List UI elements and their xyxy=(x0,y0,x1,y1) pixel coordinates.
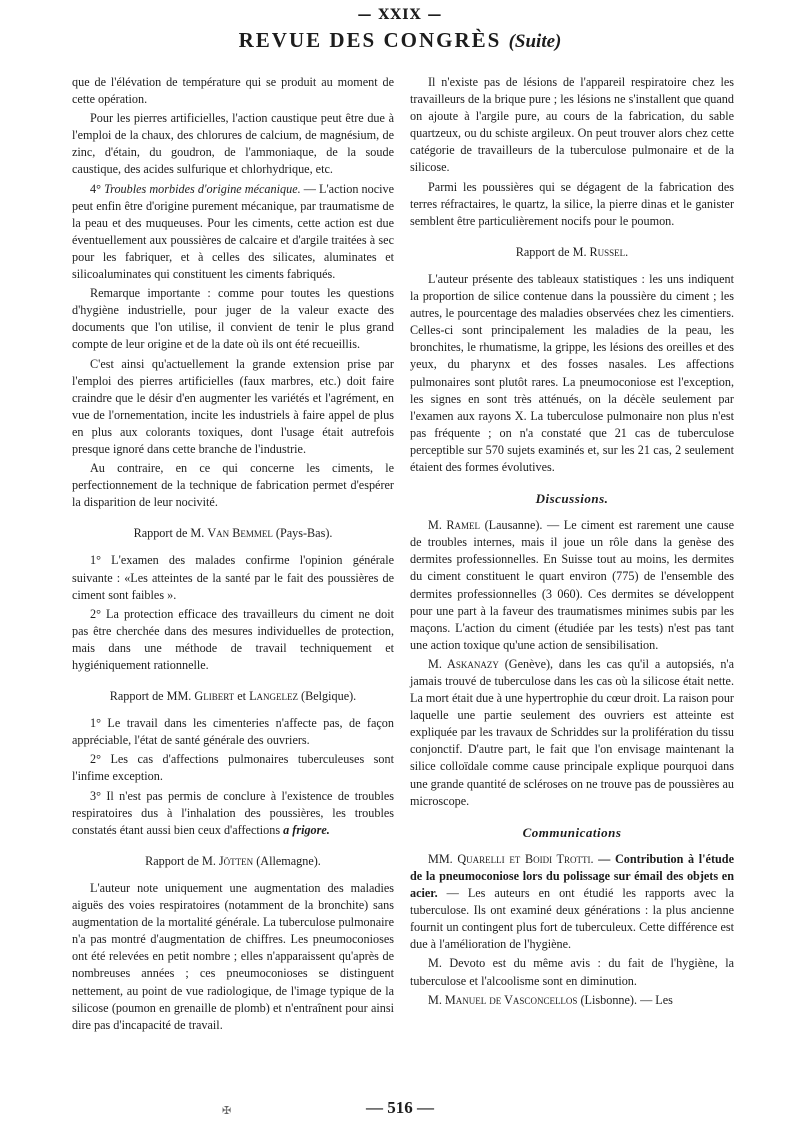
report-author: Russel. xyxy=(589,244,629,259)
paragraph: 2° La protection efficace des travailleurs du ciment ne doit pas être cherchée dans des mesures individuelles de protection, mais dans une méthode de travail techniquement et hygiéniquement rationnelle. xyxy=(72,606,394,672)
paragraph: L'auteur présente des tableaux statistiques : les uns indiquent la proportion de silice contenue dans la poussière du ciment ; les autres, le pourcentage des maladies observées chez les cimentiers. Celles-ci sont principalement les maladies de la peau, les bronchites, le rhumatisme, la grippe, les lésions des oreilles et des yeux, du pharynx et des fosses nasales. Les affections pulmonaires sont plutôt rares. La pneumoconiose est l'exception, les signes en sont très atténués, on la décèle seulement par l'examen aux rayons X. La tuberculose pulmonaire non plus n'est pas fréquente ; on n'a constaté que 21 cas de tuberculose perceptible sur 570 sujets examinés et, sur les 21 cas, 2 seulement étaient des formes évolutives. xyxy=(410,271,734,474)
paragraph xyxy=(410,656,734,810)
paragraph: 1° L'examen des malades confirme l'opinion générale suivante : «Les atteintes de la santé par le fait des poussières de ciment sont faibles ». xyxy=(72,553,394,602)
speaker-text: (Lisbonne). — Les xyxy=(580,992,673,1007)
paragraph: M. Devoto est du même avis : du fait de l'hygiène, la tuberculose et l'alcoolisme sont en diminution. xyxy=(410,956,734,988)
section-roman-number: — XXIX — xyxy=(357,7,443,23)
report-author: Van Bemmel xyxy=(207,526,273,541)
paragraph-emphasis: a frigore. xyxy=(283,822,330,837)
paragraph: Parmi les poussières qui se dégagent de la fabrication des terres réfractaires, le quartz, la silice, la pierre dinas et le ganister semblent être particulièrement nocifs pour le poumon. xyxy=(410,179,734,228)
speaker-name: M. Manuel de Vasconcellos xyxy=(428,992,578,1007)
discussions-heading: Discussions. xyxy=(535,491,609,507)
report-conjunction: et xyxy=(237,689,247,704)
report-heading xyxy=(410,244,734,261)
paragraph xyxy=(410,851,734,954)
item-number: 4° xyxy=(90,181,101,196)
paragraph xyxy=(410,517,734,654)
paragraph xyxy=(410,992,734,1009)
report-prefix: Rapport de M. xyxy=(515,244,587,259)
paragraph: 2° Les cas d'affections pulmonaires tuberculeuses sont l'infime exception. xyxy=(72,752,394,784)
paragraph xyxy=(72,788,394,839)
item-title: Troubles morbides d'origine mécanique. xyxy=(104,181,301,196)
report-heading xyxy=(72,853,394,870)
right-column xyxy=(410,74,734,1011)
paragraph: C'est ainsi qu'actuellement la grande extension prise par l'emploi des pierres artificielles (faux marbres, etc.) doit faire craindre que le désir d'en augmenter les variétés et l'agrément, en vue de l'ornementation, incite les industriels à faire appel de plus en plus aux colorants toxiques, dont l'usage était autrefois presque ignoré dans cette branche de l'industrie. xyxy=(72,356,394,456)
item-body: — L'action nocive peut enfin être d'origine purement mécanique, par traumatisme de la peau et des muqueuses. Pour les ciments, cette action est due éventuellement aux poussières de calcaire et d'argile traitées à sec pour les fabriquer, et à celles des silicates, aluminates et silicoaluminates qui constituent les ciments fabriqués. xyxy=(72,181,395,282)
paragraph: 1° Le travail dans les cimenteries n'affecte pas, de façon appréciable, l'état de santé générale des ouvriers. xyxy=(72,716,394,748)
page-header xyxy=(0,6,800,56)
speaker-text: (Genève), dans les cas qu'il a autopsiés, n'a jamais trouvé de tuberculose dans les cas où la silicose était nette. La mort était due à une hypertrophie du cœur droit. La raison pour laquelle une partie seulement des ouvriers est atteinte est expliquée par les travaux de Schriddes sur la prolifération du tissu conjonctif. D'autre part, le fait que l'on envisage maintenant la silice colloïdale comme cause principale explique pourquoi dans une grande quantité de scléroses on ne trouve pas de poussières au microscope. xyxy=(410,656,735,808)
printer-mark-icon: ✠ xyxy=(222,1104,232,1117)
speaker-name: M. Ramel xyxy=(428,518,481,533)
paragraph: L'auteur note uniquement une augmentation des maladies aiguës des voies respiratoires (notamment de la bronchite) sans augmentation de la mortalité générale. La tuberculose pulmonaire n'a pas montré d'augmentation de chiffres. Les pneumoconioses ont été relevées en petit nombre ; elles n'apparaissent qu'après de nombreuses années ; ces pneumoconioses se distinguent nettement, au point de vue radiologique, de l'image typique de la silicose (poumon en grenaille de plomb) et n'entraînent pour ainsi dire pas d'incapacité de travail. xyxy=(72,880,394,1032)
paragraph-text: 3° Il n'est pas permis de conclure à l'existence de troubles respiratoires dus à l'inhalation des poussières, les troubles constatés étant aussi bien ceux d'affections xyxy=(72,788,394,837)
report-heading xyxy=(72,688,394,705)
paragraph: que de l'élévation de température qui se produit au moment de cette opération. xyxy=(72,75,394,107)
report-author: Langelez xyxy=(249,689,298,704)
title-main: REVUE DES CONGRÈS xyxy=(238,28,502,52)
speaker-text: (Lausanne). — Le ciment est rarement une cause de troubles internes, mais il joue un rôle dans la genèse des dermites professionnelles. En Suisse tout au moins, les dermites du ciment constituent le quart environ (775) de l'ensemble des dermites professionnelles (3 060). Ces dermites se développent pour une part à la faveur des traumatismes minimes subis par les maçons. L'action du ciment (étudiée par les tests) n'est pas tant une action toxique qu'une action de sensibilisation. xyxy=(410,518,734,652)
page-number: — 516 — xyxy=(366,1098,434,1117)
communications-heading: Communications xyxy=(522,824,622,840)
report-author: Jötten xyxy=(218,853,254,868)
report-country: (Pays-Bas). xyxy=(275,526,333,541)
communication-title: — Contribution à l'étude de la pneumoconiose lors du polissage sur émail des objets en acier. xyxy=(410,851,734,901)
report-author: Glibert xyxy=(194,689,235,704)
paragraph: Pour les pierres artificielles, l'action caustique peut être due à l'emploi de la chaux, des chlorures de calcium, de magnésium, de zinc, d'étain, du goudron, de l'ammoniaque, de la soude caustique, des acides sulfurique et chlorhydrique, etc. xyxy=(72,111,394,177)
report-country: (Belgique). xyxy=(301,689,357,704)
paragraph: Au contraire, en ce qui concerne les ciments, le perfectionnement de la technique de fabrication permet d'espérer la disparition de leur nocivité. xyxy=(72,461,394,510)
title-suite: (Suite) xyxy=(508,31,562,52)
authors-names: MM. Quarelli et Boidi Trotti. xyxy=(428,851,594,866)
left-column xyxy=(72,74,394,1036)
page-title xyxy=(0,26,800,56)
paragraph: Il n'existe pas de lésions de l'appareil respiratoire chez les travailleurs de la brique pure ; les lésions ne s'installent que quand on ajoute à l'argile pure, au cours de la fabrication, du sable quartzeux, ou du schiste argileux. On peut trouver alors chez cette catégorie de travailleurs de la tuberculose pulmonaire et de la silicose. xyxy=(410,75,734,175)
paragraph: Remarque importante : comme pour toutes les questions d'hygiène industrielle, pour juger de la valeur exacte des documents que l'on utilise, il convient de tenir le plus grand compte de leur origine et de la date où ils ont été recueillis. xyxy=(72,286,394,352)
report-prefix: Rapport de M. xyxy=(133,526,205,541)
report-country: (Allemagne). xyxy=(256,853,321,868)
report-prefix: Rapport de MM. xyxy=(109,689,192,704)
speaker-name: M. Askanazy xyxy=(428,656,499,671)
communication-text: — Les auteurs en ont étudié les rapports avec la tuberculose. Ils ont examiné deux générations : la plus ancienne fournit un contingent plus fort de tuberculeux. Cette différence est due à l'amélioration de l'hygiène. xyxy=(410,886,734,952)
report-prefix: Rapport de M. xyxy=(145,853,216,868)
paragraph xyxy=(72,181,394,284)
report-heading xyxy=(72,525,394,542)
